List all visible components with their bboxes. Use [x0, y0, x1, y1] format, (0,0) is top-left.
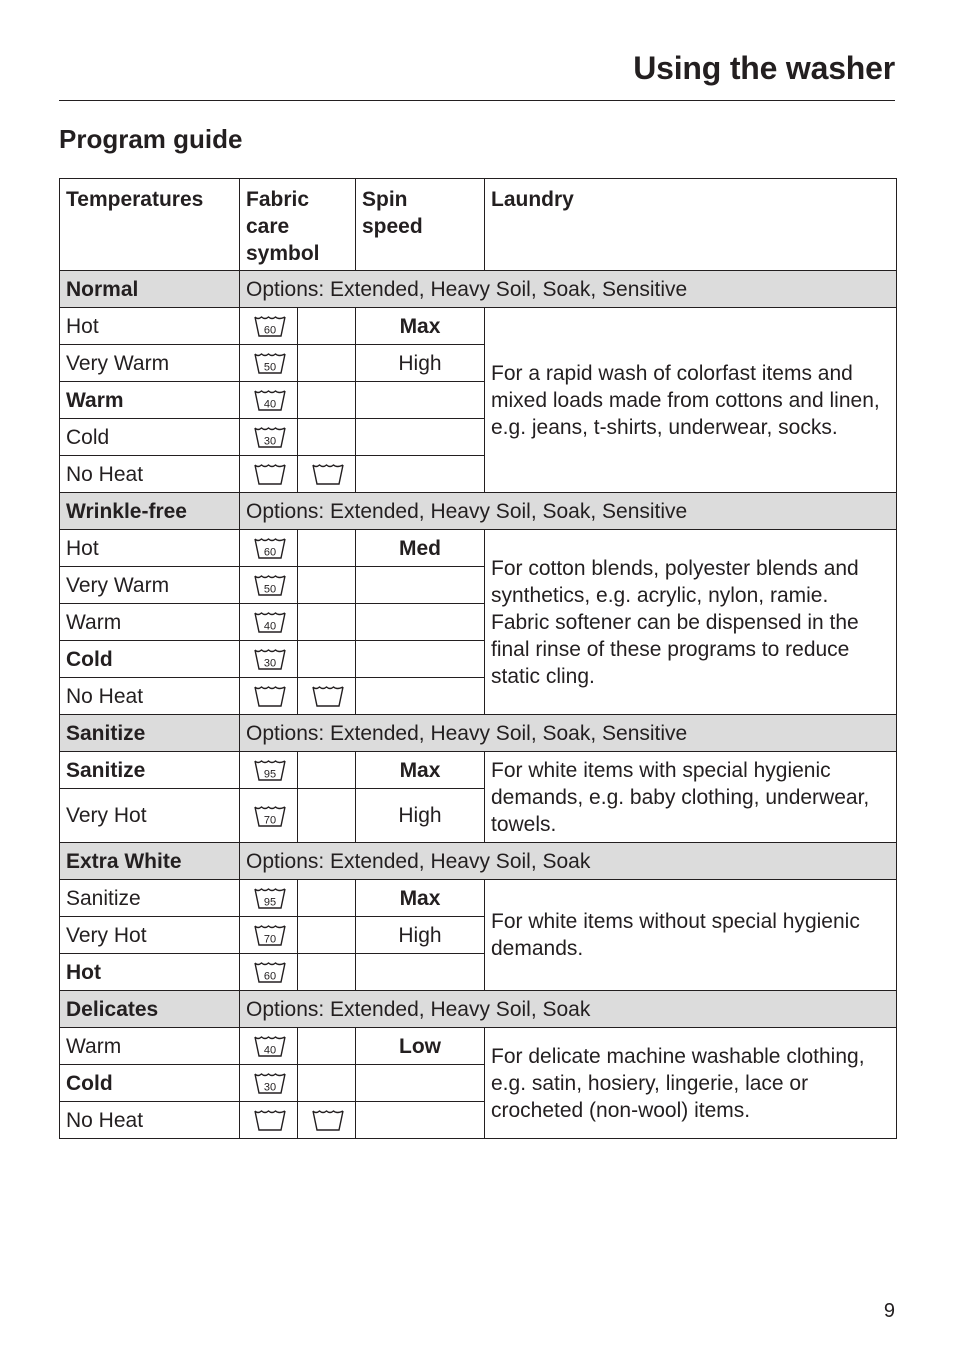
- fabric-care-symbol: [240, 345, 298, 382]
- wash-temperature-label: 50: [263, 361, 277, 374]
- wash-temperature-label: 50: [263, 583, 277, 596]
- wash-temperature-icon: [246, 351, 291, 375]
- fabric-care-symbol-2: [298, 345, 356, 382]
- wash-temperature-icon: [246, 1071, 291, 1095]
- fabric-care-symbol: [240, 567, 298, 604]
- spin-speed: High: [356, 917, 485, 954]
- wash-temperature-label: 40: [263, 398, 277, 411]
- wash-temperature-label: 95: [263, 768, 277, 781]
- header-spin-speed: Spin speed: [356, 179, 485, 271]
- wash-temperature-label: 30: [263, 435, 277, 448]
- fabric-care-symbol-2: [298, 678, 356, 715]
- spin-speed: High: [356, 345, 485, 382]
- wash-temperature-icon: [246, 536, 291, 560]
- program-name: Normal: [60, 271, 240, 308]
- program-name: Extra White: [60, 843, 240, 880]
- section-title: Program guide: [59, 124, 243, 154]
- laundry-description: For a rapid wash of colorfast items and mixed loads made from cottons and linen, e.g. jeans, t-shirts, underwear, socks.: [485, 308, 897, 493]
- fabric-care-symbol: [240, 678, 298, 715]
- wash-temperature-icon: [246, 758, 291, 782]
- spin-speed: [356, 382, 485, 419]
- temperature-setting: Very Warm: [60, 345, 240, 382]
- temperature-setting: Very Warm: [60, 567, 240, 604]
- fabric-care-symbol: [240, 419, 298, 456]
- temperature-setting: Hot: [60, 530, 240, 567]
- page-number: 9: [883, 1300, 895, 1322]
- wash-temperature-icon: [246, 314, 291, 338]
- wash-tub-icon: [246, 684, 291, 708]
- spin-speed: [356, 567, 485, 604]
- wash-temperature-icon: [246, 610, 291, 634]
- fabric-care-symbol-2: [298, 382, 356, 419]
- fabric-care-symbol: [240, 752, 298, 789]
- wash-temperature-icon: [246, 1034, 291, 1058]
- fabric-care-symbol: [240, 880, 298, 917]
- header-laundry: Laundry: [485, 179, 897, 271]
- laundry-description: For white items without special hygienic demands.: [485, 880, 897, 991]
- wash-temperature-label: 30: [263, 1081, 277, 1094]
- spin-speed: Low: [356, 1028, 485, 1065]
- program-group-row: [60, 271, 897, 308]
- table-header-row: [60, 179, 897, 271]
- spin-speed: [356, 1065, 485, 1102]
- header-temperatures: Temperatures: [60, 179, 240, 271]
- temperature-setting: Very Hot: [60, 917, 240, 954]
- wash-tub-icon: [304, 1108, 349, 1132]
- fabric-care-symbol: [240, 954, 298, 991]
- wash-temperature-label: 60: [263, 324, 277, 337]
- fabric-care-symbol: [240, 917, 298, 954]
- temperature-setting: Warm: [60, 1028, 240, 1065]
- spin-speed: [356, 954, 485, 991]
- temperature-setting: Warm: [60, 604, 240, 641]
- spin-speed: [356, 419, 485, 456]
- fabric-care-symbol: [240, 789, 298, 843]
- fabric-care-symbol-2: [298, 456, 356, 493]
- program-options: Options: Extended, Heavy Soil, Soak: [240, 843, 897, 880]
- wash-temperature-icon: [246, 960, 291, 984]
- wash-tub-icon: [246, 1108, 291, 1132]
- fabric-care-symbol: [240, 308, 298, 345]
- fabric-care-symbol-2: [298, 1028, 356, 1065]
- spin-speed: [356, 678, 485, 715]
- spin-speed: Max: [356, 752, 485, 789]
- wash-temperature-icon: [246, 388, 291, 412]
- temperature-setting: Sanitize: [60, 880, 240, 917]
- temperature-row: [60, 530, 897, 567]
- temperature-row: [60, 752, 897, 789]
- wash-tub-icon: [246, 462, 291, 486]
- program-options: Options: Extended, Heavy Soil, Soak, Sensitive: [240, 715, 897, 752]
- program-name: Wrinkle-free: [60, 493, 240, 530]
- fabric-care-symbol-2: [298, 641, 356, 678]
- program-group-row: [60, 991, 897, 1028]
- temperature-setting: No Heat: [60, 678, 240, 715]
- spin-speed: Med: [356, 530, 485, 567]
- spin-speed: High: [356, 789, 485, 843]
- fabric-care-symbol-2: [298, 954, 356, 991]
- wash-temperature-icon: [246, 573, 291, 597]
- program-guide-table: [59, 178, 897, 1139]
- program-group-row: [60, 493, 897, 530]
- temperature-setting: Cold: [60, 641, 240, 678]
- temperature-setting: Hot: [60, 954, 240, 991]
- fabric-care-symbol-2: [298, 308, 356, 345]
- program-name: Delicates: [60, 991, 240, 1028]
- fabric-care-symbol-2: [298, 530, 356, 567]
- wash-temperature-label: 60: [263, 970, 277, 983]
- fabric-care-symbol-2: [298, 752, 356, 789]
- temperature-setting: Hot: [60, 308, 240, 345]
- program-group-row: [60, 715, 897, 752]
- wash-temperature-label: 30: [263, 657, 277, 670]
- laundry-description: For delicate machine washable clothing, e.g. satin, hosiery, lingerie, lace or crocheted (non-wool) items.: [485, 1028, 897, 1139]
- fabric-care-symbol-2: [298, 1102, 356, 1139]
- fabric-care-symbol: [240, 382, 298, 419]
- page-header-title: Using the washer: [633, 50, 895, 86]
- wash-temperature-label: 40: [263, 1044, 277, 1057]
- fabric-care-symbol-2: [298, 917, 356, 954]
- temperature-setting: Sanitize: [60, 752, 240, 789]
- program-options: Options: Extended, Heavy Soil, Soak, Sensitive: [240, 271, 897, 308]
- wash-temperature-label: 95: [263, 896, 277, 909]
- fabric-care-symbol: [240, 1028, 298, 1065]
- fabric-care-symbol: [240, 604, 298, 641]
- temperature-setting: Cold: [60, 1065, 240, 1102]
- fabric-care-symbol-2: [298, 789, 356, 843]
- temperature-setting: No Heat: [60, 1102, 240, 1139]
- fabric-care-symbol-2: [298, 419, 356, 456]
- header-fabric-care-symbol: Fabric care symbol: [240, 179, 356, 271]
- program-options: Options: Extended, Heavy Soil, Soak, Sensitive: [240, 493, 897, 530]
- fabric-care-symbol-2: [298, 880, 356, 917]
- wash-temperature-icon: [246, 647, 291, 671]
- laundry-description: For white items with special hygienic demands, e.g. baby clothing, underwear, towels.: [485, 752, 897, 843]
- temperature-row: [60, 308, 897, 345]
- spin-speed: [356, 641, 485, 678]
- fabric-care-symbol: [240, 530, 298, 567]
- temperature-setting: Very Hot: [60, 789, 240, 843]
- program-name: Sanitize: [60, 715, 240, 752]
- fabric-care-symbol: [240, 456, 298, 493]
- wash-temperature-label: 70: [263, 814, 277, 826]
- wash-temperature-icon: [246, 886, 291, 910]
- fabric-care-symbol: [240, 1102, 298, 1139]
- spin-speed: [356, 1102, 485, 1139]
- fabric-care-symbol: [240, 1065, 298, 1102]
- wash-temperature-icon: [246, 923, 291, 947]
- spin-speed: [356, 604, 485, 641]
- fabric-care-symbol-2: [298, 604, 356, 641]
- fabric-care-symbol-2: [298, 567, 356, 604]
- fabric-care-symbol-2: [298, 1065, 356, 1102]
- wash-temperature-icon: [246, 804, 291, 828]
- temperature-setting: No Heat: [60, 456, 240, 493]
- temperature-setting: Warm: [60, 382, 240, 419]
- wash-tub-icon: [304, 684, 349, 708]
- program-group-row: [60, 843, 897, 880]
- spin-speed: [356, 456, 485, 493]
- wash-temperature-icon: [246, 425, 291, 449]
- spin-speed: Max: [356, 308, 485, 345]
- header-divider: [59, 100, 895, 101]
- temperature-setting: Cold: [60, 419, 240, 456]
- temperature-row: [60, 1028, 897, 1065]
- wash-temperature-label: 60: [263, 546, 277, 559]
- temperature-row: [60, 880, 897, 917]
- wash-temperature-label: 40: [263, 620, 277, 633]
- program-options: Options: Extended, Heavy Soil, Soak: [240, 991, 897, 1028]
- wash-tub-icon: [304, 462, 349, 486]
- laundry-description: For cotton blends, polyester blends and synthetics, e.g. acrylic, nylon, ramie. Fabric softener can be dispensed in the final rinse of these programs to reduce static cling.: [485, 530, 897, 715]
- wash-temperature-label: 70: [263, 933, 277, 946]
- fabric-care-symbol: [240, 641, 298, 678]
- spin-speed: Max: [356, 880, 485, 917]
